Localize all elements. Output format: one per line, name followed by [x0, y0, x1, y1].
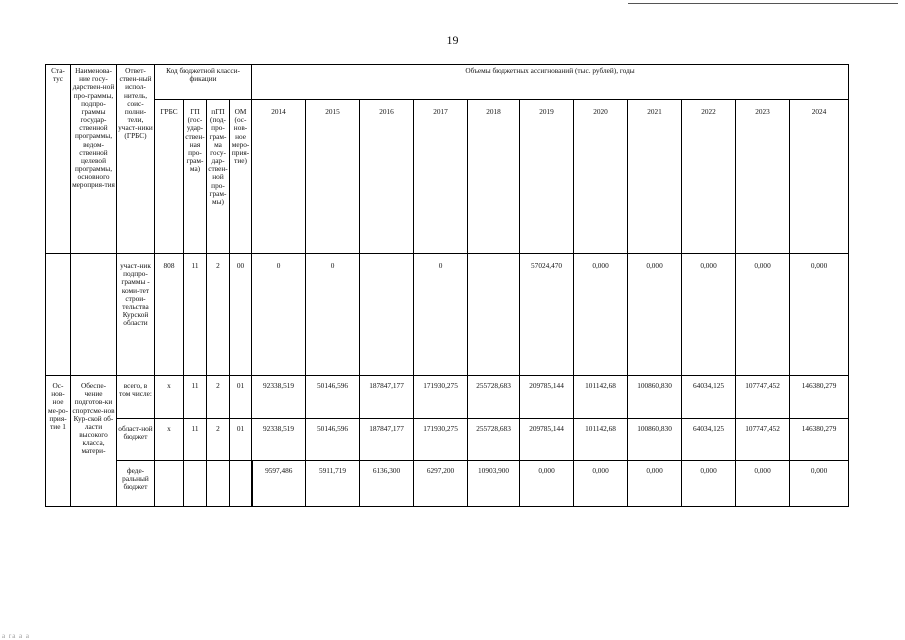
- cell-value: 9597,486: [252, 461, 306, 507]
- table-row: [46, 419, 849, 461]
- header-allocations: Объемы бюджетных ассигнований (тыс. рублей), годы: [252, 65, 849, 100]
- cell-value: 0: [252, 254, 306, 376]
- cell-value: 107747,452: [736, 419, 790, 461]
- cell-value: 50146,596: [306, 376, 360, 419]
- cell-value: 107747,452: [736, 376, 790, 419]
- cell-value: 0,000: [682, 254, 736, 376]
- cell-name: Обеспе-чение подготов-ки спортсме-нов Кур-ской об-ласти высокого класса, матери-: [71, 376, 117, 507]
- header-year: 2021: [628, 100, 682, 254]
- cell-pgp: [207, 461, 230, 507]
- cell-value: 0,000: [790, 461, 849, 507]
- header-year: 2015: [306, 100, 360, 254]
- cell-value: 0,000: [628, 461, 682, 507]
- header-budget-code: Код бюджетной класси-фикации: [155, 65, 252, 100]
- cell-value: 0: [306, 254, 360, 376]
- cell-value: 57024,470: [520, 254, 574, 376]
- cell-gp: 11: [184, 419, 207, 461]
- cell-value: 92338,519: [252, 419, 306, 461]
- cell-grbs: [155, 461, 184, 507]
- table-row: [46, 376, 849, 419]
- header-year: 2016: [360, 100, 414, 254]
- cell-responsible: участ-ник подпро-граммы - коми-тет строи-тельства Курской области: [117, 254, 155, 376]
- cell-om: [230, 461, 252, 507]
- header-year: 2022: [682, 100, 736, 254]
- cell-status: [46, 254, 71, 376]
- cell-om: 00: [230, 254, 252, 376]
- header-year: 2023: [736, 100, 790, 254]
- cell-value: 64034,125: [682, 376, 736, 419]
- header-grbs: ГРБС: [155, 100, 184, 254]
- cell-value: 0,000: [736, 461, 790, 507]
- cell-value: 5911,719: [306, 461, 360, 507]
- cell-value: 171930,275: [414, 419, 468, 461]
- cell-value: 101142,68: [574, 376, 628, 419]
- cell-value: 92338,519: [252, 376, 306, 419]
- cell-value: [360, 254, 414, 376]
- cell-value: 0: [414, 254, 468, 376]
- header-year: 2020: [574, 100, 628, 254]
- cell-pgp: 2: [207, 419, 230, 461]
- cell-value: 255728,683: [468, 376, 520, 419]
- header-row-1: [46, 65, 849, 100]
- cell-pgp: 2: [207, 254, 230, 376]
- cell-responsible: феде-ральный бюджет: [117, 461, 155, 507]
- header-responsible: Ответ-ствен-ный испол-нитель, соис-полни-тели, участ-ники (ГРБС): [117, 65, 155, 254]
- cell-value: 0,000: [520, 461, 574, 507]
- cell-value: 50146,596: [306, 419, 360, 461]
- cell-value: [468, 254, 520, 376]
- cell-om: 01: [230, 376, 252, 419]
- page-number: 19: [446, 33, 459, 47]
- cell-value: 10903,900: [468, 461, 520, 507]
- header-year: 2017: [414, 100, 468, 254]
- header-name: Наименова-ние госу-дарствен-ной про-граммы, подпро-граммы государ-ственной программы, ведом-ственной целевой программы, основного мероприя-тия: [71, 65, 117, 254]
- cell-value: 209785,144: [520, 419, 574, 461]
- cell-value: 0,000: [574, 254, 628, 376]
- cell-value: 0,000: [682, 461, 736, 507]
- table-row: [46, 254, 849, 376]
- cell-value: 146380,279: [790, 376, 849, 419]
- header-status: Ста-тус: [46, 65, 71, 254]
- cell-responsible: всего, в том числе:: [117, 376, 155, 419]
- header-om: ОМ (ос-нов-ное меро-прия-тие): [230, 100, 252, 254]
- header-year: 2018: [468, 100, 520, 254]
- cell-gp: [184, 461, 207, 507]
- header-year: 2019: [520, 100, 574, 254]
- cell-responsible: област-ной бюджет: [117, 419, 155, 461]
- cell-om: 01: [230, 419, 252, 461]
- cell-value: 6297,200: [414, 461, 468, 507]
- table-row: [46, 461, 849, 507]
- cell-value: 0,000: [736, 254, 790, 376]
- cell-value: 209785,144: [520, 376, 574, 419]
- cell-value: 187847,177: [360, 419, 414, 461]
- cell-grbs: 808: [155, 254, 184, 376]
- cell-grbs: х: [155, 376, 184, 419]
- cell-value: 0,000: [790, 254, 849, 376]
- cell-gp: 11: [184, 254, 207, 376]
- header-gp: ГП (гос-удар-ствен-ная про-грам-ма): [184, 100, 207, 254]
- cell-value: 101142,68: [574, 419, 628, 461]
- cell-value: 6136,300: [360, 461, 414, 507]
- cell-value: 100860,830: [628, 376, 682, 419]
- cell-gp: 11: [184, 376, 207, 419]
- cell-value: 0,000: [574, 461, 628, 507]
- header-row-2: [46, 100, 849, 254]
- bottom-mark: a ra a a: [2, 632, 31, 640]
- header-pgp: пГП (под-про-грам-ма госу-дар-ствен-ной про-грам-мы): [207, 100, 230, 254]
- header-year: 2014: [252, 100, 306, 254]
- cell-value: 255728,683: [468, 419, 520, 461]
- cell-value: 0,000: [628, 254, 682, 376]
- cell-value: 64034,125: [682, 419, 736, 461]
- top-rule: [628, 3, 898, 4]
- header-year: 2024: [790, 100, 849, 254]
- cell-value: 171930,275: [414, 376, 468, 419]
- budget-table: [45, 64, 849, 507]
- cell-value: 146380,279: [790, 419, 849, 461]
- cell-name: [71, 254, 117, 376]
- cell-pgp: 2: [207, 376, 230, 419]
- cell-status: Ос-нов-ное ме-ро-прия-тие 1: [46, 376, 71, 507]
- cell-value: 100860,830: [628, 419, 682, 461]
- cell-value: 187847,177: [360, 376, 414, 419]
- cell-grbs: х: [155, 419, 184, 461]
